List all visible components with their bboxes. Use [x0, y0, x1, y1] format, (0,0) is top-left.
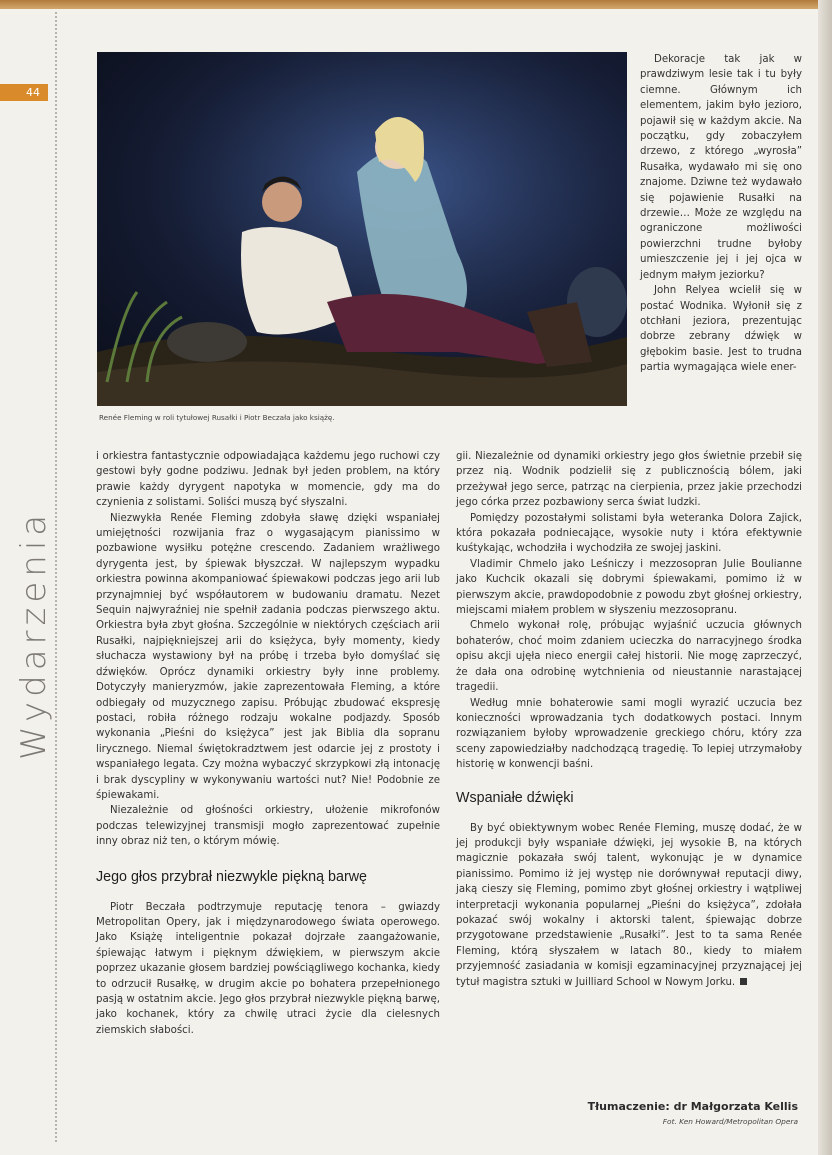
top-color-band	[0, 0, 832, 9]
stage-scene-image	[97, 52, 627, 406]
paragraph: Chmelo wykonał rolę, próbując wyjaśnić uczucia głównych bohaterów, choć moim zdaniem ucieczka do narracyjnego środka opisu akcji ujęła nieco energii całej historii. Nie mogę zaprzeczyć, że dała ona odrobinę wytchnienia od nieustannie narastającej tragedii.	[456, 620, 802, 694]
paragraph: Niezwykła Renée Fleming zdobyła sławę dzięki wspaniałej umiejętności rozwijania fraz o wygasającym pianissimo w pozbawione wysiłku potężne crescendo. Zadaniem wrażliwego dyrygenta jest, by śpiewak błyszczał. W najlepszym wypadku orkiestra powinna akompaniować śpiewakowi podczas jego arii lub przynajmniej być współautorem w budowaniu dramatu. Nezet Sequin najwyraźniej nie spełnił zadania podczas pierwszego aktu. Orkiestra była zbyt głośna. Szczególnie w niektórych częściach arii Rusałki, najpiękniejszej arii do księżyca, były momenty, kiedy słuchacza wystawiony był na próbę i trzeba było domyślać się dźwięków. Oprócz dynamiki orkiestry były inne problemy. Dotyczyły manieryzmów, jakie zaprezentowała Fleming, a które odbiegały od muzycznego zapisu. Próbując zbudować ekspresję postaci, robiła różnego rodzaju wokalne podjazdy. Sposób wykonania „Pieśni do księżyca” jest jak Biblia dla sopranu lirycznego. Niemal świętokradztwem jest odarcie jej z prostoty i wspaniałego legata. Czy można wybaczyć skrzypkowi złą intonację i brak dyscypliny w wykonywaniu wartości nut? Nie! Podobnie ze śpiewakami.	[96, 512, 440, 801]
paragraph: gii. Niezależnie od dynamiki orkiestry jego głos świetnie przebił się przez nią. Wodnik podzielił się z publicznością bólem, jaki przeżywał jego serce, patrząc na cierpienia, przez jakie przechodzi jego córka przez pozbawiony serca świat ludzki.	[456, 451, 802, 509]
end-of-article-mark	[740, 978, 747, 985]
paragraph: Piotr Beczała podtrzymuje reputację tenora – gwiazdy Metropolitan Opery, jak i międzynarodowego świata operowego. Jako Książę inteligentnie pokazał dojrzałe zaangażowanie, śpiewając łatwym i pięknym dźwiękiem, w pierwszym akcie poprzez ukazanie głosem bardziej powściągliwego kochanka, kiedy to odrzucił Rusałkę, w drugim akcie po bohatera przepełnionego pasją w ostatnim akcie. Jego głos przybrał niezwykle piękną barwę, jako kochanek, który za chwilę utraci życie dla cielesnych ziemskich słabości.	[96, 901, 440, 1036]
paragraph: i orkiestra fantastycznie odpowiadająca każdemu jego ruchowi czy gestowi były godne podziwu. Jednak był jeden problem, na który prawie każdy dyrygent napotyka w momencie, gdy ma do czynienia z solistami. Soliści muszą być słyszalni.	[96, 451, 440, 509]
paragraph: Vladimir Chmelo jako Leśniczy i mezzosopran Julie Boulianne jako Kuchcik okazali się dobrymi śpiewakami, pomimo iż w pierwszym akcie, prawdopodobnie z powodu zbyt głośnej orkiestry, miejscami miałem problem w słyszeniu mezzosopranu.	[456, 558, 802, 617]
paragraph: John Relyea wcielił się w postać Wodnika. Wyłonił się z otchłani jeziora, prezentując dobrze zebrany dźwięk w głębokim basie. Jest to trudna partia wymagająca wiele ener-	[640, 285, 802, 374]
page-number: 44	[0, 84, 48, 101]
paragraph: Dekoracje tak jak w prawdziwym lesie tak i tu były ciemne. Głównym ich elementem, jakim było jezioro, pojawił się w każdym akcie. Na początku, gdy zobaczyłem drzewo, z którego „wyrosła” Rusałka, wydawało mi się ono znajome. Dziwne też wydawało się pojawienie Rusałki na drzewie… Może ze względu na ograniczone możliwości powierzchni trudne byłoby umieszczenie jej i jej ojca w jednym małym jeziorku?	[640, 54, 802, 281]
photo-caption: Renée Fleming w roli tytułowej Rusałki i Piotr Beczała jako książę.	[99, 413, 335, 422]
article-column-right	[456, 449, 802, 990]
page-edge-shadow	[818, 0, 832, 1155]
article-column-top-right	[640, 52, 802, 376]
photo-credit: Fot. Ken Howard/Metropolitan Opera	[662, 1117, 798, 1126]
section-heading: Jego głos przybrał niezwykle piękną barwę	[96, 868, 367, 885]
dotted-margin-rule	[55, 12, 57, 1142]
paragraph	[456, 821, 802, 990]
translator-credit: Tłumaczenie: dr Małgorzata Kellis	[587, 1100, 798, 1113]
section-heading: Wspaniałe dźwięki	[456, 789, 574, 806]
paragraph: Pomiędzy pozostałymi solistami była weteranka Dolora Zajick, która pokazała podniecające, wysokie nuty i która efektywnie kuśtykając, wchodziła i wychodziła ze swojej jaskini.	[456, 512, 802, 555]
stage-scene-illustration	[97, 52, 627, 406]
paragraph-text: By być obiektywnym wobec Renée Fleming, muszę dodać, że w jej produkcji były wspaniałe dźwięki, jej wysokie B, na których magicznie pokazała swój talent, wykonując je w dynamice pianissimo. Pomimo iż jej występ nie dorównywał reputacji diwy, jaką cieszy się Fleming, pomimo zbyt głośnej orkiestry i wątpliwej interpretacji wykonania popularnej „Pieśni do księżyca”, zdołała pokazać swój wokalny i aktorski talent, śpiewając dobrze przygotowane przedstawienie „Rusałki”. Jest to ta sama Renée Fleming, którą słyszałem w latach 80., kiedy to miałem przyjemność zasiadania w komisji egzaminacyjnej przyznającej jej tytuł magistra sztuki w Juilliard School w Nowym Jorku.	[456, 822, 802, 988]
section-label: Wydarzenia	[14, 509, 54, 760]
paragraph: Niezależnie od głośności orkiestry, ułożenie mikrofonów podczas telewizyjnej transmisji mogło zaprezentować zupełnie inny obraz niż ten, o którym mówię.	[96, 805, 440, 848]
article-column-left	[96, 449, 440, 1038]
paragraph: Według mnie bohaterowie sami mogli wyrazić uczucia bez konieczności wprowadzania tych dodatkowych postaci. Innym rozwiązaniem byłoby wprowadzenie greckiego chóru, który zza sceny zapowiedziałby nadchodzącą tragedię. To lepiej utrzymałoby historię w konwencji baśni.	[456, 697, 802, 771]
